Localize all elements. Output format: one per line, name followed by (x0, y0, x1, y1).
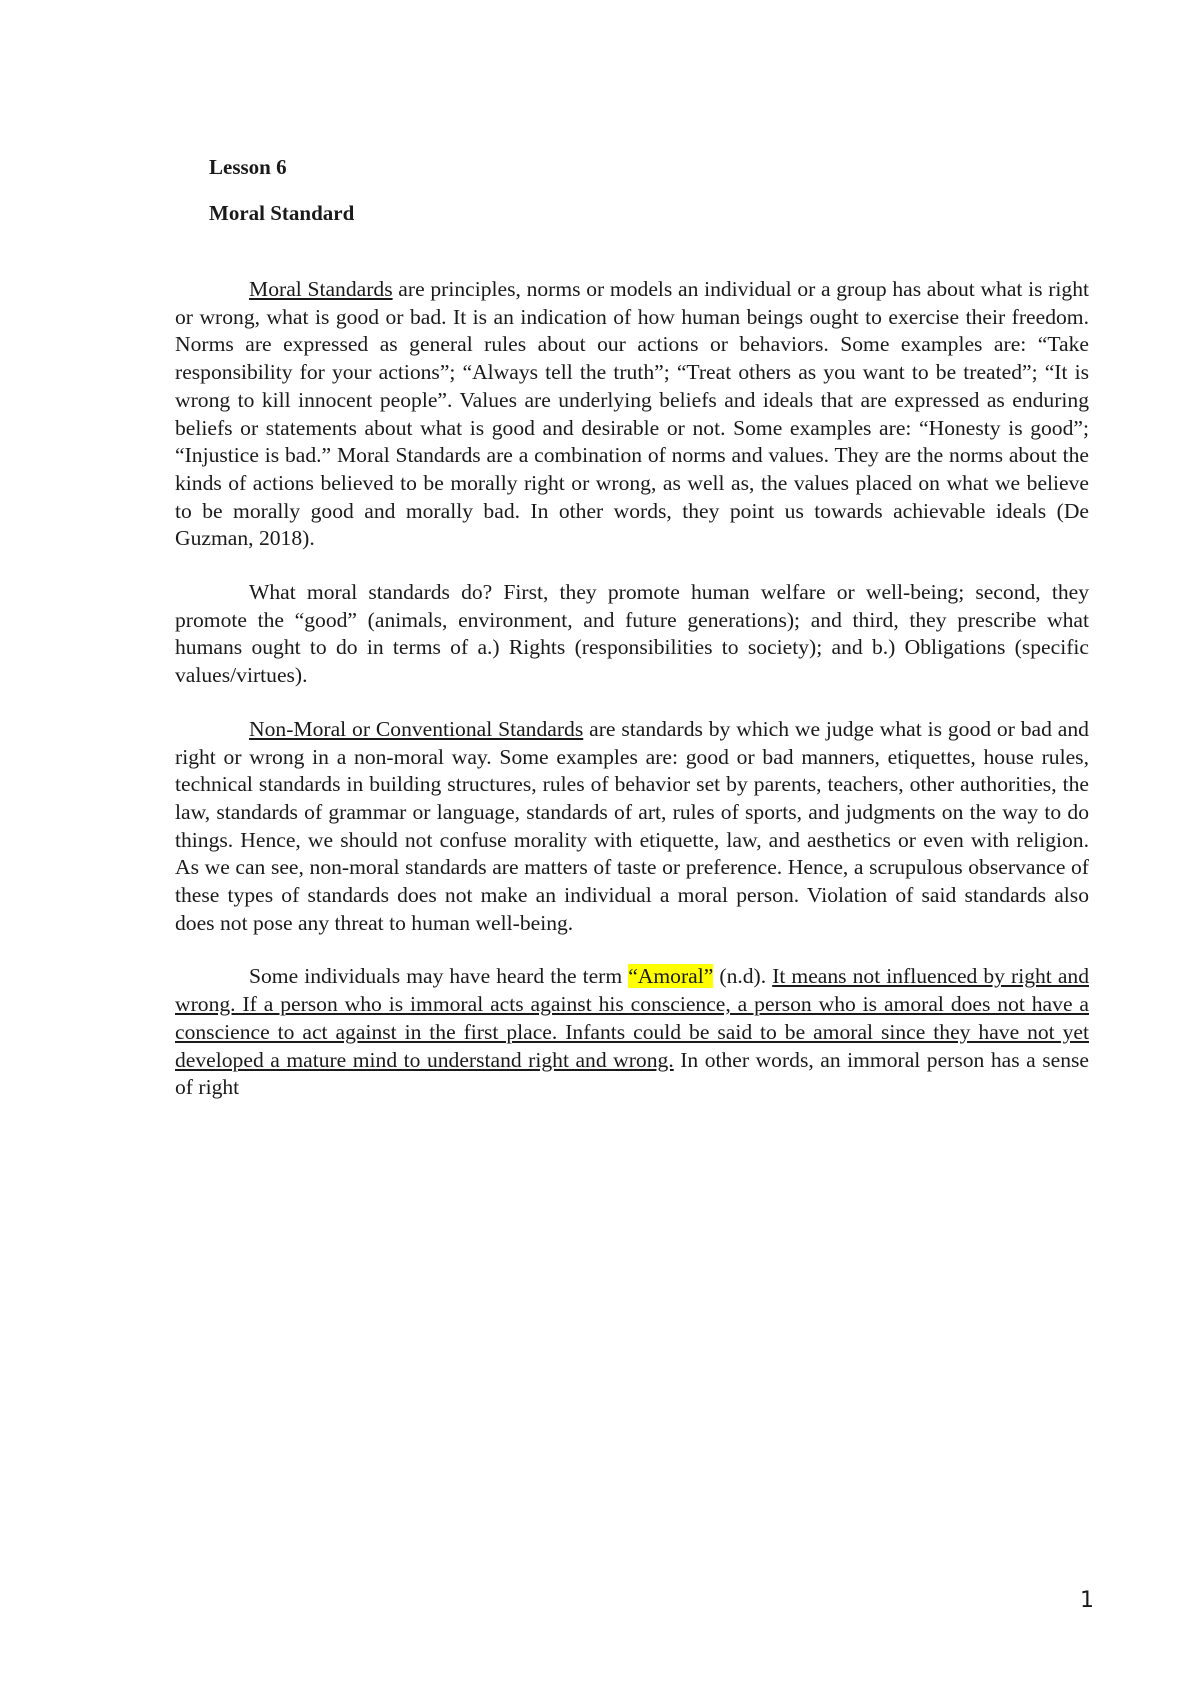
paragraph-text: are standards by which we judge what is good or bad and right or wrong in a non-moral way. Some examples are: good or bad manners, etiquettes, house rules, technical standards in building structures, rules of behavior set by parents, teachers, other authorities, the law, standards of grammar or language, standards of art, rules of sports, and judgments on the way to do things. Hence, we should not confuse morality with etiquette, law, and aesthetics or even with religion. As we can see, non-moral standards are matters of taste or preference. Hence, a scrupulous observance of these types of standards does not make an individual a moral person. Violation of said standards also does not pose any threat to human well-being. (175, 716, 1089, 935)
document-body (175, 276, 1089, 1128)
citation: (n.d). (713, 964, 773, 989)
paragraph-text: What moral standards do? First, they promote human welfare or well-being; second, they promote the “good” (animals, environment, and future generations); and third, they prescribe what humans ought to do in terms of a.) Rights (responsibilities to society); and b.) Obligations (specific values/virtues). (175, 580, 1089, 688)
paragraph-what-moral-standards-do (175, 579, 1089, 690)
underlined-definition: It means not influenced by right and wrong. If a person who is immoral acts against his conscience, a person who is amoral does not have a conscience to act against in the first place. Infants could be said to be amoral since they have not yet developed a mature mind to understand right and wrong. (175, 964, 1089, 1072)
page-number: 1 (1080, 1588, 1094, 1613)
paragraph-text: Some individuals may have heard the term (249, 964, 629, 989)
paragraph-text: are principles, norms or models an individual or a group has about what is right or wrong, what is good or bad. It is an indication of how human beings ought to exercise their freedom. Norms are expressed as general rules about our actions or behaviors. Some examples are: “Take responsibility for your actions”; “Always tell the truth”; “Treat others as you want to be treated”; “It is wrong to kill innocent people”. Values are underlying beliefs and ideals that are expressed as enduring beliefs or statements about what is good and desirable or not. Some examples are: “Honesty is good”; “Injustice is bad.” Moral Standards are a combination of norms and values. They are the norms about the kinds of actions believed to be morally right or wrong, as well as, the values placed on what we believe to be morally good and morally bad. In other words, they point us towards achievable ideals (De Guzman, 2018). (175, 277, 1089, 551)
term-non-moral-standards: Non-Moral or Conventional Standards (249, 716, 584, 741)
paragraph-text: In other words, an immoral person has a sense of right (175, 1047, 1089, 1100)
highlighted-term-amoral: “Amoral” (628, 964, 714, 989)
paragraph-amoral (175, 963, 1089, 1102)
page-title: Moral Standard (209, 201, 355, 225)
paragraph-moral-standards (175, 276, 1089, 553)
paragraph-non-moral-standards (175, 716, 1089, 938)
term-moral-standards: Moral Standards (249, 277, 393, 301)
lesson-label: Lesson 6 (209, 155, 287, 179)
